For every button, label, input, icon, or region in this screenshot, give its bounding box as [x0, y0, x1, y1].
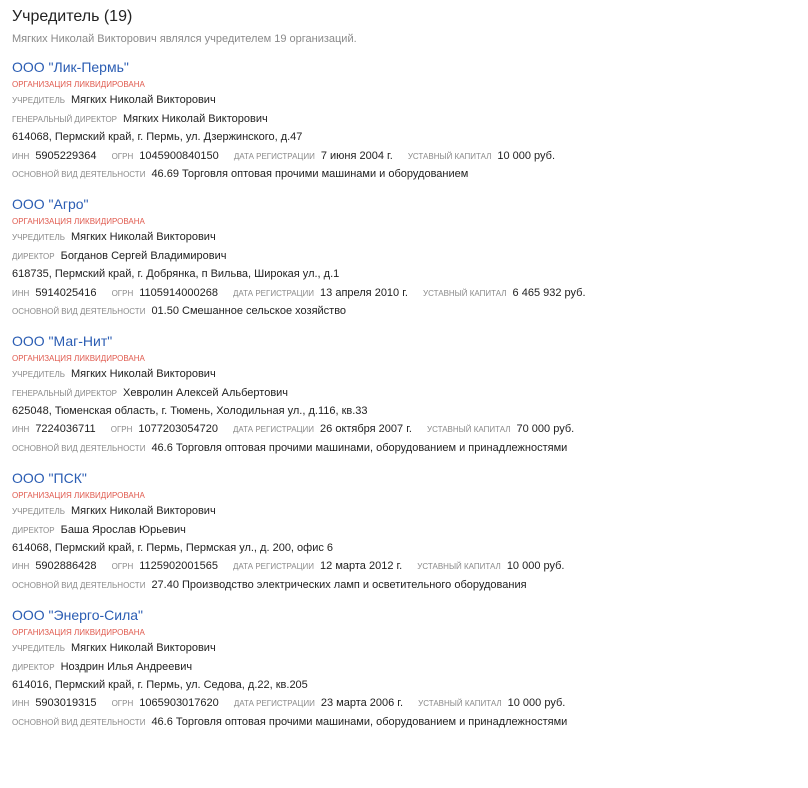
ogrn-label: ОГРН — [111, 562, 134, 572]
reg-date-value: 7 июня 2004 г. — [320, 149, 393, 162]
address-value: 614068, Пермский край, г. Пермь, ул. Дзержинского, д.47 — [12, 131, 303, 144]
director-value[interactable]: Богданов Сергей Владимирович — [60, 249, 227, 262]
ogrn-value: 1077203054720 — [138, 423, 218, 436]
ogrn-value: 1125902001565 — [139, 560, 218, 573]
org-card — [12, 58, 796, 182]
activity-value: 46.6 Торговля оптовая прочими машинами, оборудованием и принадлежностями — [151, 715, 568, 728]
capital-value: 10 000 руб. — [506, 560, 565, 573]
director-row — [12, 386, 796, 401]
reg-date-value: 12 марта 2012 г. — [320, 560, 403, 573]
director-row — [12, 660, 796, 675]
activity-row — [12, 304, 796, 319]
activity-label: ОСНОВНОЙ ВИД ДЕЯТЕЛЬНОСТИ — [12, 580, 146, 590]
reg-date-label: ДАТА РЕГИСТРАЦИИ — [233, 425, 315, 435]
org-status: ОРГАНИЗАЦИЯ ЛИКВИДИРОВАНА — [12, 80, 145, 89]
director-row — [12, 523, 796, 538]
address-row — [12, 130, 796, 145]
founder-label: УЧРЕДИТЕЛЬ — [12, 233, 65, 243]
reg-date-value: 13 апреля 2010 г. — [320, 286, 408, 299]
org-status: ОРГАНИЗАЦИЯ ЛИКВИДИРОВАНА — [12, 490, 145, 500]
org-name-link[interactable]: ООО "Маг-Нит" — [12, 332, 113, 349]
activity-label: ОСНОВНОЙ ВИД ДЕЯТЕЛЬНОСТИ — [12, 169, 146, 179]
ogrn-value: 1105914000268 — [139, 286, 218, 299]
inn-label: ИНН — [12, 425, 30, 435]
activity-label: ОСНОВНОЙ ВИД ДЕЯТЕЛЬНОСТИ — [12, 306, 146, 316]
org-card — [12, 469, 796, 593]
activity-row — [12, 715, 796, 730]
director-label: ДИРЕКТОР — [12, 525, 55, 535]
activity-value: 46.6 Торговля оптовая прочими машинами, оборудованием и принадлежностями — [151, 441, 568, 454]
org-card — [12, 606, 796, 730]
reg-date-label: ДАТА РЕГИСТРАЦИИ — [233, 562, 315, 572]
director-label: ДИРЕКТОР — [12, 662, 55, 672]
director-value[interactable]: Ноздрин Илья Андреевич — [60, 660, 193, 673]
org-card — [12, 195, 796, 319]
org-name-link[interactable]: ООО "ПСК" — [12, 469, 87, 486]
reg-date-label: ДАТА РЕГИСТРАЦИИ — [233, 699, 315, 709]
address-row — [12, 267, 796, 282]
founder-row — [12, 230, 796, 245]
activity-row — [12, 167, 796, 182]
activity-row — [12, 578, 796, 593]
director-label: ГЕНЕРАЛЬНЫЙ ДИРЕКТОР — [12, 388, 118, 398]
org-card — [12, 332, 796, 456]
address-value: 614068, Пермский край, г. Пермь, Пермская ул., д. 200, офис 6 — [12, 542, 334, 555]
address-value: 614016, Пермский край, г. Пермь, ул. Седова, д.22, кв.205 — [12, 678, 308, 691]
ogrn-label: ОГРН — [111, 151, 134, 161]
address-value: 625048, Тюменская область, г. Тюмень, Холодильная ул., д.116, кв.33 — [12, 405, 368, 418]
capital-label: УСТАВНЫЙ КАПИТАЛ — [423, 288, 507, 298]
reg-date-value: 23 марта 2006 г. — [320, 697, 404, 710]
org-status: ОРГАНИЗАЦИЯ ЛИКВИДИРОВАНА — [12, 353, 145, 363]
founder-value[interactable]: Мягких Николай Викторович — [70, 231, 216, 244]
founder-row — [12, 367, 796, 382]
address-row — [12, 404, 796, 419]
founder-label: УЧРЕДИТЕЛЬ — [12, 644, 65, 654]
ogrn-label: ОГРН — [110, 425, 133, 435]
founder-value[interactable]: Мягких Николай Викторович — [70, 94, 216, 107]
founder-value[interactable]: Мягких Николай Викторович — [70, 505, 216, 518]
ogrn-value: 1045900840150 — [139, 149, 219, 162]
inn-value: 5902886428 — [35, 560, 97, 573]
director-label: ГЕНЕРАЛЬНЫЙ ДИРЕКТОР — [12, 114, 118, 124]
activity-label: ОСНОВНОЙ ВИД ДЕЯТЕЛЬНОСТИ — [12, 443, 146, 453]
activity-value: 01.50 Смешанное сельское хозяйство — [151, 304, 347, 317]
director-label: ДИРЕКТОР — [12, 251, 55, 261]
inn-label: ИНН — [12, 699, 30, 709]
inn-label: ИНН — [12, 562, 30, 572]
address-row — [12, 678, 796, 693]
founder-row — [12, 504, 796, 519]
address-value: 618735, Пермский край, г. Добрянка, п Вильва, Широкая ул., д.1 — [12, 268, 340, 281]
org-status: ОРГАНИЗАЦИЯ ЛИКВИДИРОВАНА — [12, 216, 145, 226]
founder-label: УЧРЕДИТЕЛЬ — [12, 370, 65, 380]
address-row — [12, 541, 796, 556]
org-name-link[interactable]: ООО "Энерго-Сила" — [12, 606, 143, 623]
inn-value: 5905229364 — [35, 149, 97, 162]
capital-value: 6 465 932 руб. — [512, 286, 586, 299]
capital-label: УСТАВНЫЙ КАПИТАЛ — [427, 425, 511, 435]
ogrn-value: 1065903017620 — [139, 697, 219, 710]
reg-date-value: 26 октября 2007 г. — [320, 423, 412, 436]
inn-value: 5914025416 — [35, 286, 97, 299]
founder-value[interactable]: Мягких Николай Викторович — [70, 642, 216, 655]
inn-value: 5903019315 — [35, 697, 97, 710]
activity-value: 46.69 Торговля оптовая прочими машинами и оборудованием — [151, 167, 469, 180]
details-row — [12, 559, 796, 574]
founder-value[interactable]: Мягких Николай Викторович — [70, 368, 216, 381]
director-value[interactable]: Мягких Николай Викторович — [123, 112, 268, 125]
director-value[interactable]: Баша Ярослав Юрьевич — [60, 523, 186, 536]
capital-value: 10 000 руб. — [507, 697, 566, 710]
ogrn-label: ОГРН — [111, 699, 134, 709]
inn-value: 7224036711 — [35, 423, 96, 436]
capital-value: 70 000 руб. — [516, 423, 575, 436]
org-name-link[interactable]: ООО "Лик-Пермь" — [12, 59, 129, 75]
org-status: ОРГАНИЗАЦИЯ ЛИКВИДИРОВАНА — [12, 627, 145, 637]
founder-label: УЧРЕДИТЕЛЬ — [12, 96, 65, 106]
activity-row — [12, 441, 796, 456]
founder-label: УЧРЕДИТЕЛЬ — [12, 507, 65, 517]
details-row — [12, 422, 796, 437]
capital-label: УСТАВНЫЙ КАПИТАЛ — [417, 562, 501, 572]
activity-value: 27.40 Производство электрических ламп и осветительного оборудования — [151, 578, 527, 591]
reg-date-label: ДАТА РЕГИСТРАЦИИ — [233, 151, 315, 161]
founder-row — [12, 641, 796, 656]
section-title: Учредитель (19) — [12, 8, 133, 25]
section-subtitle: Мягких Николай Викторович являлся учредителем 19 организаций. — [12, 33, 357, 45]
org-name-link[interactable]: ООО "Агро" — [12, 195, 89, 212]
activity-label: ОСНОВНОЙ ВИД ДЕЯТЕЛЬНОСТИ — [12, 717, 146, 727]
details-row — [12, 696, 796, 711]
capital-label: УСТАВНЫЙ КАПИТАЛ — [418, 699, 502, 709]
director-value[interactable]: Хевролин Алексей Альбертович — [123, 386, 289, 399]
reg-date-label: ДАТА РЕГИСТРАЦИИ — [233, 288, 315, 298]
director-row — [12, 249, 796, 264]
inn-label: ИНН — [12, 151, 30, 161]
details-row — [12, 149, 796, 164]
founder-row — [12, 93, 796, 108]
details-row — [12, 286, 796, 301]
inn-label: ИНН — [12, 288, 30, 298]
ogrn-label: ОГРН — [111, 288, 134, 298]
capital-value: 10 000 руб. — [497, 149, 556, 162]
director-row — [12, 112, 796, 127]
capital-label: УСТАВНЫЙ КАПИТАЛ — [407, 151, 492, 161]
